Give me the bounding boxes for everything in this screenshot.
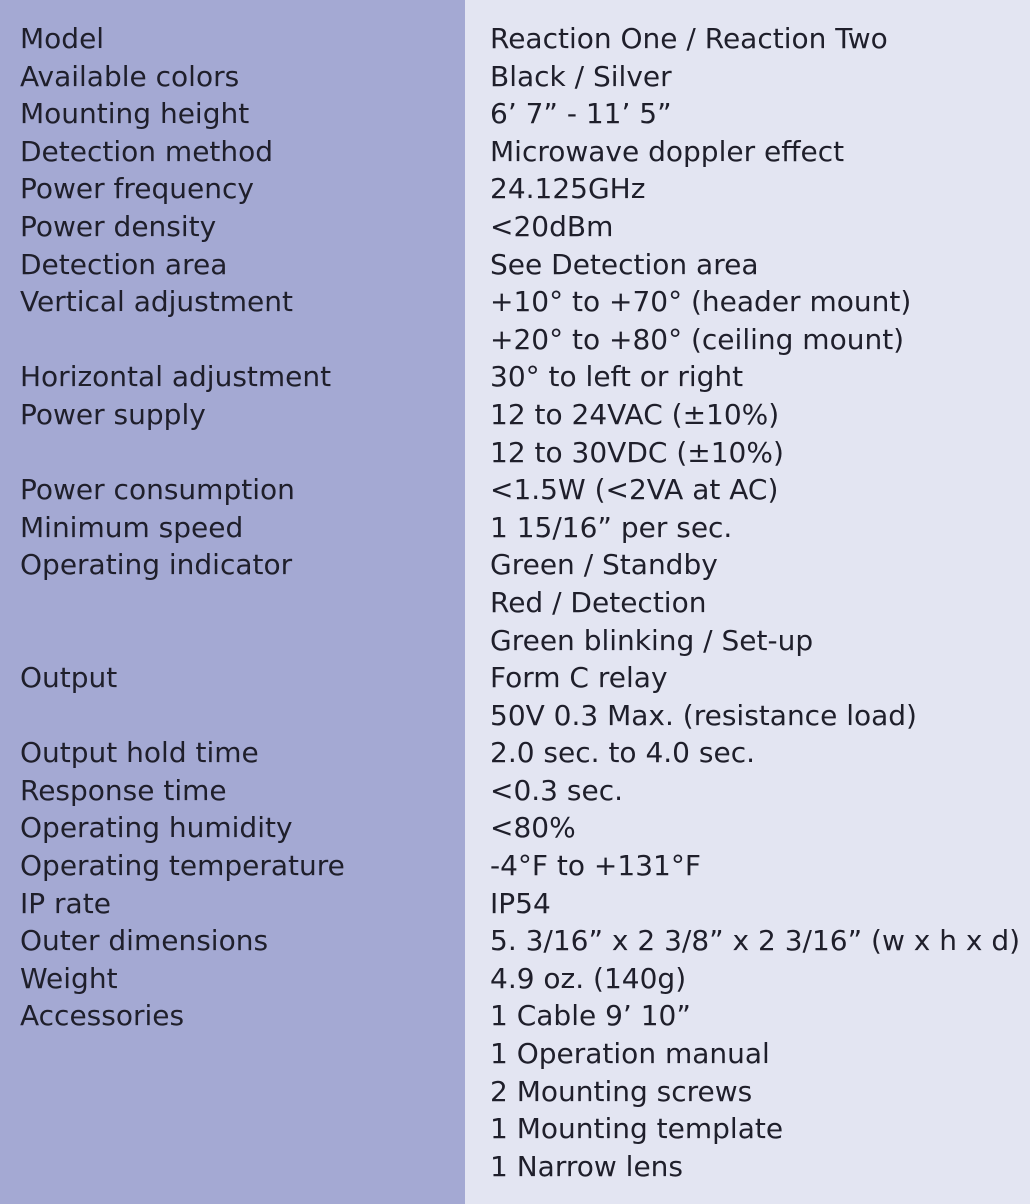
spec-label: Weight [20, 961, 118, 995]
spec-value: 2.0 sec. to 4.0 sec. [490, 736, 755, 770]
spec-row [0, 997, 1030, 1185]
spec-values [470, 208, 1030, 246]
spec-value: 12 to 24VAC (±10%) [490, 397, 780, 431]
spec-row [0, 246, 1030, 284]
spec-label: Operating temperature [20, 849, 345, 883]
spec-value: 24.125GHz [490, 172, 646, 206]
spec-values [470, 20, 1030, 58]
spec-label: Operating humidity [20, 811, 293, 845]
spec-value: 30° to left or right [490, 360, 744, 394]
spec-label: Horizontal adjustment [20, 360, 332, 394]
spec-values [470, 95, 1030, 133]
spec-row [0, 283, 1030, 358]
spec-value: 1 Narrow lens [490, 1149, 684, 1183]
spec-label: Minimum speed [20, 510, 244, 544]
spec-value: 1 15/16” per sec. [490, 510, 733, 544]
spec-value: <20dBm [490, 209, 614, 243]
spec-value: Microwave doppler effect [490, 134, 845, 168]
spec-label: Detection area [20, 247, 228, 281]
spec-value: 50V 0.3 Max. (resistance load) [490, 698, 917, 732]
spec-value: <0.3 sec. [490, 773, 623, 807]
spec-row [0, 471, 1030, 509]
spec-row [0, 170, 1030, 208]
spec-value: 1 Cable 9’ 10” [490, 999, 691, 1033]
spec-row [0, 208, 1030, 246]
spec-value: Reaction One / Reaction Two [490, 22, 888, 55]
spec-values [470, 358, 1030, 396]
spec-label: Accessories [20, 999, 185, 1033]
spec-label: Power density [20, 209, 217, 243]
spec-row [0, 960, 1030, 998]
spec-label: IP rate [20, 886, 111, 920]
spec-row [0, 847, 1030, 885]
spec-value: 2 Mounting screws [490, 1074, 753, 1108]
spec-value: 1 Mounting template [490, 1112, 784, 1146]
spec-values [470, 997, 1030, 1185]
spec-value: IP54 [490, 886, 551, 920]
spec-value: 4.9 oz. (140g) [490, 961, 687, 995]
spec-value: 1 Operation manual [490, 1037, 770, 1071]
spec-value: 5. 3/16” x 2 3/8” x 2 3/16” (w x h x d) [490, 924, 1021, 958]
spec-row [0, 58, 1030, 96]
spec-row [0, 133, 1030, 171]
spec-label: Vertical adjustment [20, 285, 293, 319]
spec-label: Power frequency [20, 172, 254, 206]
spec-row [0, 358, 1030, 396]
spec-value: 6’ 7” - 11’ 5” [490, 97, 672, 131]
spec-row [0, 20, 1030, 58]
spec-value: Form C relay [490, 661, 668, 695]
spec-values [470, 509, 1030, 547]
spec-row [0, 546, 1030, 659]
spec-values [470, 283, 1030, 358]
spec-row [0, 95, 1030, 133]
spec-values [470, 396, 1030, 471]
spec-row [0, 809, 1030, 847]
spec-label: Available colors [20, 59, 240, 93]
spec-label: Mounting height [20, 97, 250, 131]
spec-value: 12 to 30VDC (±10%) [490, 435, 784, 469]
spec-values [470, 546, 1030, 659]
spec-value: Red / Detection [490, 585, 707, 619]
spec-values [470, 133, 1030, 171]
spec-values [470, 960, 1030, 998]
specifications-table [0, 20, 1030, 1185]
spec-row [0, 659, 1030, 734]
spec-row [0, 772, 1030, 810]
spec-values [470, 922, 1030, 960]
spec-values [470, 847, 1030, 885]
spec-value: +10° to +70° (header mount) [490, 285, 912, 319]
spec-label: Outer dimensions [20, 924, 269, 958]
spec-value: <80% [490, 811, 576, 845]
spec-row [0, 734, 1030, 772]
spec-value: Black / Silver [490, 59, 672, 93]
spec-value: See Detection area [490, 247, 759, 281]
spec-label: Response time [20, 773, 227, 807]
spec-row [0, 922, 1030, 960]
spec-label: Output hold time [20, 736, 259, 770]
spec-values [470, 885, 1030, 923]
spec-value: +20° to +80° (ceiling mount) [490, 322, 905, 356]
spec-label: Power supply [20, 397, 206, 431]
spec-label: Power consumption [20, 473, 295, 507]
spec-label: Detection method [20, 134, 274, 168]
spec-values [470, 471, 1030, 509]
spec-values [470, 58, 1030, 96]
spec-values [470, 170, 1030, 208]
spec-value: <1.5W (<2VA at AC) [490, 473, 779, 507]
spec-value: -4°F to +131°F [490, 849, 701, 883]
spec-values [470, 246, 1030, 284]
spec-label: Model [20, 22, 105, 55]
spec-values [470, 772, 1030, 810]
spec-row [0, 885, 1030, 923]
spec-label: Output [20, 661, 118, 695]
spec-label: Operating indicator [20, 548, 293, 582]
spec-values [470, 659, 1030, 734]
spec-row [0, 509, 1030, 547]
spec-values [470, 809, 1030, 847]
spec-values [470, 734, 1030, 772]
spec-row [0, 396, 1030, 471]
spec-value: Green blinking / Set-up [490, 623, 814, 657]
spec-value: Green / Standby [490, 548, 718, 582]
